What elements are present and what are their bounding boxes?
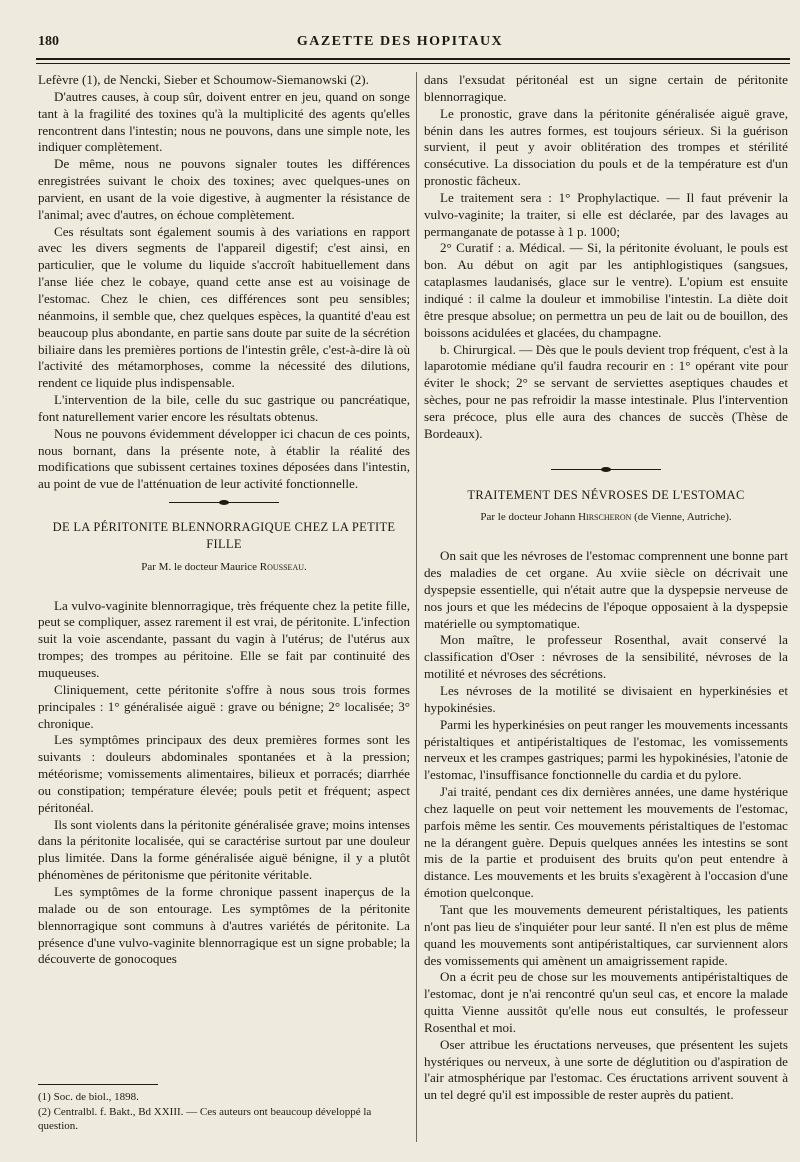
footnote: (1) Soc. de biol., 1898. <box>38 1091 139 1103</box>
byline-prefix: Par M. le docteur Maurice <box>141 560 258 573</box>
paragraph: La vulvo-vaginite blennorragique, très fréquente chez la petite fille, peut se compliquer, assez rarement il est vrai, de péritonite. L'infection suit la voie ascendante, passant du vagin à l'utérus; de l'utérus aux trompes; des trompes au péritoine. Elle se fait par continuité des muqueuses. <box>38 597 410 680</box>
paragraph: Le pronostic, grave dans la péritonite généralisée aiguë grave, bénin dans les autres formes, est toujours sérieux. Si la guérison survient, il peut y avoir oblitération des trompes et stérilité consécutive. La dissociation du pouls et de la température est d'un pronostic fâcheux. <box>424 105 788 189</box>
right-column <box>424 72 788 1104</box>
article-byline <box>38 559 410 576</box>
author-name: Hirscheron <box>578 511 632 524</box>
paragraph: Les névroses de la motilité se divisaient en hyperkinésies et hypokinésies. <box>424 683 788 715</box>
header-rule-thin <box>36 63 790 64</box>
paragraph: L'intervention de la bile, celle du suc gastrique ou pancréatique, font naturellement varier encore les résultats obtenus. <box>38 392 410 424</box>
byline-prefix: Par le docteur Johann <box>480 511 576 524</box>
footnote: (2) Centralbl. f. Bakt., Bd XXIII. — Ces auteurs ont beaucoup développé la question. <box>38 1105 372 1132</box>
paragraph: 2° Curatif : a. Médical. — Si, la péritonite évoluant, le pouls est bon. Au début on agit par les antiphlogistiques (sangsues, cataplasmes laudanisés, glace sur le ventre). L'opium est ensuite indiqué : il calme la douleur et immobilise l'intestin. La diète doit être presque absolue; on permettra un peu de lait ou de bouillon, des boissons acidulées et glacées, du champagne. <box>424 240 788 340</box>
paragraph: Cliniquement, cette péritonite s'offre à nous sous trois formes principales : 1° généralisée aiguë : grave ou bénigne; 2° localisée; 3° chronique. <box>38 681 410 731</box>
left-column <box>38 72 410 968</box>
article-title: TRAITEMENT DES NÉVROSES DE L'ESTOMAC <box>467 487 745 502</box>
paragraph: b. Chirurgical. — Dès que le pouls devient trop fréquent, c'est à la laparotomie médiane qu'il faudra recourir en : 1° opérant vite pour éviter le shock; 2° se servant de serviettes aseptiques chaudes et sèches, pour ne pas refroidir la masse intestinale. Plus l'intervention sera précoce, plus elle aura des chances de succès (Thèse de Bordeaux). <box>424 341 788 441</box>
paragraph: D'autres causes, à coup sûr, doivent entrer en jeu, quand on songe tant à la fragilité des toxines qu'à la multiplicité des agents qu'elles rencontrent dans l'intestin; nous ne pouvons, dans une simple note, les indiquer complètement. <box>38 88 410 155</box>
paragraph: dans l'exsudat péritonéal est un signe certain de péritonite blennorragique. <box>424 72 788 104</box>
paragraph: Nous ne pouvons évidemment développer ici chacun de ces points, nous bornant, dans la présente note, à établir la réalité des modifications que subissent certaines toxines déposées dans l'intestin, au point de vue de l'atténuation de leur activité fonctionnelle. <box>38 425 410 492</box>
running-title: GAZETTE DES HOPITAUX <box>296 34 504 49</box>
paragraph: Ces résultats sont également soumis à des variations en rapport avec les divers segments de l'appareil digestif; c'est ainsi, en particulier, que le volume du liquide s'accroît habituellement dans l'anse liée chez le cobaye, quand cette anse est au voisinage de l'estomac. Chez le chien, ces différences sont peu sensibles; néanmoins, il semble que, chez quelques espèces, la quantité d'eau est beaucoup plus abondante, en partie sans doute par suite de la sécrétion biliaire dans les premières portions de l'intestin grêle, c'est-à-dire là où l'activité des métamorphoses, comme la nécessité des dilutions, rendent ce liquide plus indispensable. <box>38 223 410 391</box>
byline-suffix: (de Vienne, Autriche). <box>634 511 732 524</box>
paragraph: Parmi les hyperkinésies on peut ranger les mouvements incessants péristaltiques et antipéristaltiques de l'estomac, les vomissements nerveux et les crampes gastriques; parmi les hypokinésies, l'atonie de l'estomac, l'insuffisance fonctionnelle du cardia et du pylore. <box>424 716 788 783</box>
paragraph: Mon maître, le professeur Rosenthal, avait conservé la classification d'Oser : névroses de la sensibilité, névroses de la motilité et névroses des sécrétions. <box>424 632 788 682</box>
paragraph: Oser attribue les éructations nerveuses, que présentent les sujets hystériques ou nerveux, à une sorte de déglutition ou d'aspiration de l'air atmosphérique par l'estomac. Ces éructations arrivent souvent à un tel degré qu'il est impossible de rester auprès du patient. <box>424 1036 788 1103</box>
footnote-rule <box>38 1084 158 1085</box>
paragraph: Ils sont violents dans la péritonite généralisée grave; moins intenses dans la péritonite localisée, qui se caractérise surtout par une douleur plus limitée. Dans la forme généralisée aiguë bénigne, il y a plutôt phénomènes de péritonisme que péritonite véritable. <box>38 816 410 883</box>
paragraph: Les symptômes de la forme chronique passent inaperçus de la malade ou de son entourage. Les symptômes de la péritonite blennorragique sont communs à d'autres variétés de péritonite. La présence d'une vulvo-vaginite blennorragique est un signe probable; la découverte de gonocoques <box>38 883 410 967</box>
section-ornament <box>38 493 410 511</box>
page-number: 180 <box>38 34 59 49</box>
article-title: DE LA PÉRITONITE BLENNORRAGIQUE CHEZ LA PETITE FILLE <box>52 520 396 551</box>
paragraph: Lefèvre (1), de Nencki, Sieber et Schoumow-Siemanowski (2). <box>38 72 369 87</box>
paragraph: Tant que les mouvements demeurent péristaltiques, les patients n'ont pas lieu de s'inquiéter pour leur santé. Il n'en est plus de même quand les mouvements sont antipéristaltiques, car surviennent alors des vomissements qui amènent un amaigrissement rapide. <box>424 901 788 968</box>
paragraph: Le traitement sera : 1° Prophylactique. — Il faut prévenir la vulvo-vaginite; la traiter, si elle est déclarée, par des lavages au permanganate de potasse à 1 p. 1000; <box>424 189 788 239</box>
paragraph: De même, nous ne pouvons signaler toutes les différences enregistrées suivant le choix des toxines; avec quelques-unes on parvient, en usant de la voie digestive, à augmenter la résistance de l'animal; avec d'autres, on échoue complètement. <box>38 156 410 222</box>
author-name: Rousseau. <box>259 560 307 573</box>
footnotes <box>38 1090 410 1134</box>
paragraph: On a écrit peu de chose sur les mouvements antipéristaltiques de l'estomac, dont je n'ai rencontré qu'un seul cas, et encore la malade quitta Vienne aussitôt qu'elle nous eut consultés, le professeur Rosenthal et moi. <box>424 969 788 1035</box>
paragraph: On sait que les névroses de l'estomac comprennent une bonne part des maladies de cet organe. Au xviie siècle on décrivait une dyspepsie essentielle, qui n'était autre que la dyspepsie nerveuse de nos jours et que les médecins de l'époque opposaient à la dyspepsie matérielle ou symptomatique. <box>424 548 788 631</box>
paragraph: J'ai traité, pendant ces dix dernières années, une dame hystérique chez laquelle on peut voir nettement les mouvements de l'estomac, parfois même les sentir. Ces mouvements péristaltiques de l'estomac ne la dérangent guère. Depuis quelques années les intestins se sont mis de la partie et produisent des bruits qu'on peut entendre à distance. Les mouvements et les bruits s'exagèrent à l'occasion d'une émotion quelconque. <box>424 784 788 901</box>
column-divider <box>416 72 417 1142</box>
header-rule-thick <box>36 58 790 60</box>
article-byline <box>424 509 788 526</box>
paragraph: Les symptômes principaux des deux premières formes sont les suivants : douleurs abdominales spontanées et à la pression; météorisme; vomissements alimentaires, bilieux et porracés; diarrhée ou constipation; température élevée; pouls petit et fréquent; aspect péritonéal. <box>38 732 410 815</box>
section-ornament <box>424 461 788 479</box>
